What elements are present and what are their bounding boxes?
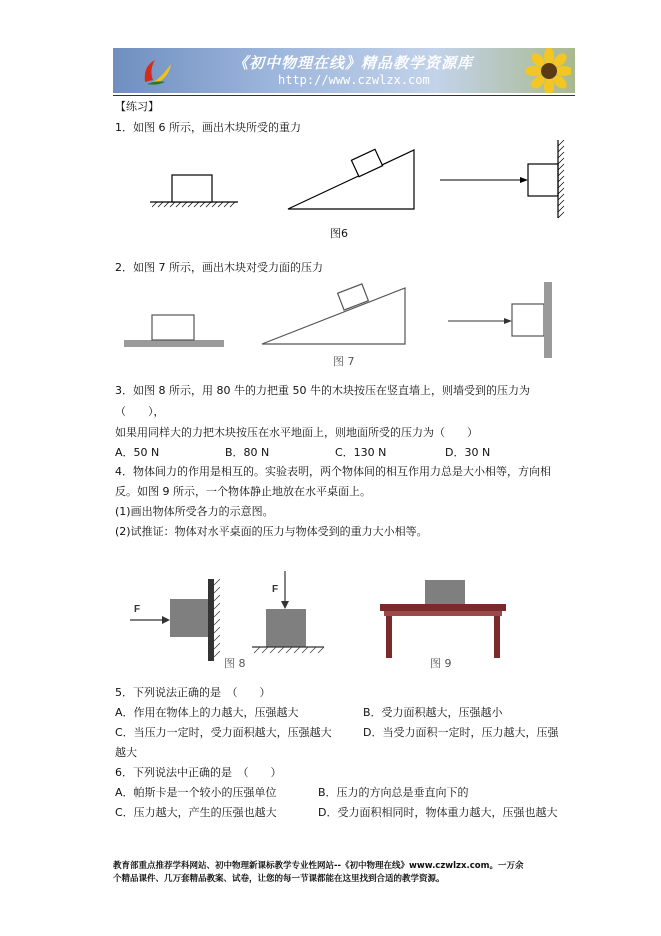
q6-stem: 6．下列说法中正确的是 （ ） (115, 766, 282, 779)
header-rule (113, 95, 575, 96)
force-label-left: F (134, 604, 141, 615)
footer-line-1: 教育部重点推荐学科网站、初中物理新课标教学专业性网站--《初中物理在线》www.czwlzx.com。一万余 (113, 861, 524, 871)
q4-line3: (1)画出物体所受各力的示意图。 (115, 505, 274, 518)
q3-option-a: A．50 N (115, 446, 160, 459)
footer-line-2: 个精品课件、几万套精品教案、试卷，让您的每一节课都能在这里找到合适的教学资源。 (113, 874, 445, 884)
site-logo (141, 56, 175, 86)
q5-option-c: C．当压力一定时，受力面积越大，压强越大 (115, 726, 332, 739)
q3-line1: 3．如图 8 所示，用 80 牛的力把重 50 牛的木块按压在竖直墙上，则墙受到的压力为 (115, 384, 530, 397)
q5-option-d: D．当受力面积一定时，压力越大，压强 (363, 726, 559, 739)
figure-8-caption: 图 8 (224, 657, 246, 670)
q3-option-c: C．130 N (335, 446, 387, 459)
figure-6 (140, 140, 580, 230)
q6-option-b: B．压力的方向总是垂直向下的 (318, 786, 469, 799)
section-heading: 【练习】 (115, 100, 159, 113)
q4-line1: 4．物体间力的作用是相互的。实验表明，两个物体间的相互作用力总是大小相等，方向相 (115, 465, 551, 478)
q5-stem: 5．下列说法正确的是 （ ） (115, 686, 271, 699)
figure-6-caption: 图6 (330, 227, 348, 240)
q5-option-b: B．受力面积越大，压强越小 (363, 706, 503, 719)
sunflower-image (511, 48, 571, 93)
footer (113, 860, 583, 886)
q6-option-c: C．压力越大，产生的压强也越大 (115, 806, 277, 819)
figure-9-caption: 图 9 (430, 657, 452, 670)
q4-line4: (2)试推证：物体对水平桌面的压力与物体受到的重力大小相等。 (115, 525, 428, 538)
q3-option-b: B．80 N (225, 446, 270, 459)
q3-line3: 如果用同样大的力把木块按压在水平地面上，则地面所受的压力为（ ） (115, 426, 478, 439)
q6-option-d: D．受力面积相同时，物体重力越大，压强也越大 (318, 806, 558, 819)
q3-line2: （ ）， (115, 405, 165, 418)
header-url[interactable]: http://www.czwlzx.com (278, 73, 430, 87)
q5-option-d-cont: 越大 (115, 746, 137, 759)
q3-option-d: D．30 N (445, 446, 491, 459)
q5-option-a: A．作用在物体上的力越大，压强越大 (115, 706, 299, 719)
q2-text: 2．如图 7 所示，画出木块对受力面的压力 (115, 261, 323, 274)
header-title: 《初中物理在线》精品教学资源库 (233, 54, 474, 72)
q1-text: 1．如图 6 所示，画出木块所受的重力 (115, 121, 301, 134)
figure-7-caption: 图 7 (333, 355, 355, 368)
header-banner (113, 48, 575, 93)
force-label-top: F (272, 584, 279, 595)
q6-option-a: A．帕斯卡是一个较小的压强单位 (115, 786, 277, 799)
q4-line2: 反。如图 9 所示，一个物体静止地放在水平桌面上。 (115, 485, 371, 498)
